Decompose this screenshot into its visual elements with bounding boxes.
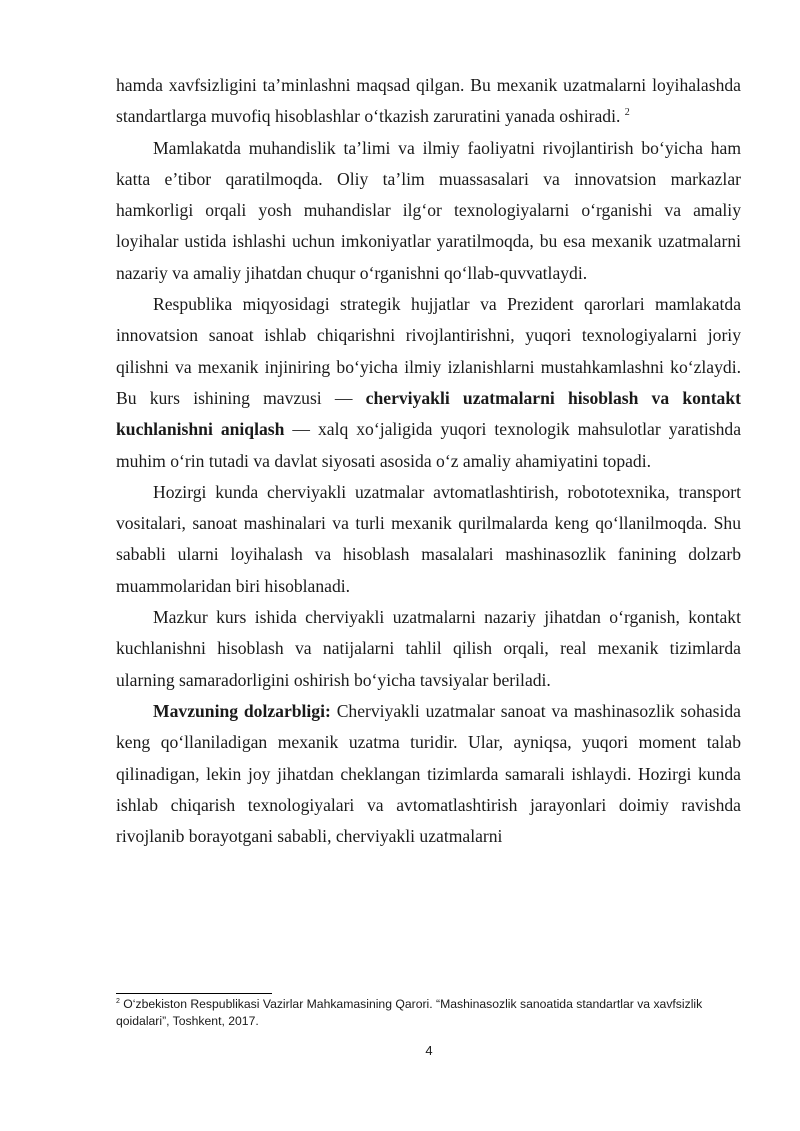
- footnote: [116, 996, 741, 1030]
- footnote-text: O‘zbekiston Respublikasi Vazirlar Mahkamasining Qarori. “Mashinasozlik sanoatida standartlar va xavfsizlik qoidalari”, Toshkent, 2017.: [116, 997, 703, 1028]
- relevance-text: Cherviyakli uzatmalar sanoat va mashinasozlik sohasida keng qo‘llaniladigan mexanik uzatma turidir. Ular, ayniqsa, yuqori moment talab qilinadigan, lekin joy jihatdan cheklangan tizimlarda samarali ishlaydi. Hozirgi kunda ishlab chiqarish texnologiyalari va avtomatlashtirish jarayonlari doimiy ravishda rivojlanib borayotgani sababli, cherviyakli uzatmalarni: [116, 700, 741, 847]
- paragraph-strategy: [116, 289, 741, 477]
- footnote-separator: [116, 993, 272, 994]
- paragraph-text: hamda xavfsizligini ta’minlashni maqsad qilgan. Bu mexanik uzatmalarni loyihalashda standartlarga muvofiq hisoblashlar o‘tkazish zaruratini yanada oshiradi.: [116, 75, 741, 127]
- relevance-heading: Mavzuning dolzarbligi:: [153, 700, 331, 721]
- paragraph-text-after: — xalq xo‘jaligida yuqori texnologik mahsulotlar yaratishda muhim o‘rin tutadi va davlat siyosati asosida o‘z amaliy ahamiyatini topadi.: [116, 419, 741, 471]
- footnote-reference: 2: [624, 107, 630, 119]
- paragraph-course-goals: Mazkur kurs ishida cherviyakli uzatmalarni nazariy jihatdan o‘rganish, kontakt kuchlanishni hisoblash va natijalarni tahlil qilish orqali, real mexanik tizimlarda ularning samaradorligini oshirish bo‘yicha tavsiyalar beriladi.: [116, 607, 741, 690]
- page-body: [116, 70, 741, 852]
- page-number: 4: [425, 1043, 433, 1058]
- paragraph-text-before: Respublika miqyosidagi strategik hujjatlar va Prezident qarorlari mamlakatda innovatsion sanoat ishlab chiqarishni rivojlantirishni, yuqori texnologiyalarni joriy qilishni va mexanik injiniring bo‘yicha ilmiy izlanishlarni mustahkamlashni ko‘zlaydi. Bu kurs ishining mavzusi —: [116, 294, 741, 408]
- paragraph-relevance: [116, 696, 741, 852]
- paragraph-continuation: [116, 70, 741, 133]
- paragraph-applications: Hozirgi kunda cherviyakli uzatmalar avtomatlashtirish, robototexnika, transport vositalari, sanoat mashinalari va turli mexanik qurilmalarda keng qo‘llanilmoqda. Shu sababli ularni loyihalash va hisoblash masalalari mashinasozlik fanining dolzarb muammolaridan biri hisoblanadi.: [116, 481, 741, 596]
- paragraph-education: Mamlakatda muhandislik ta’limi va ilmiy faoliyatni rivojlantirish bo‘yicha ham katta e’tibor qaratilmoqda. Oliy ta’lim muassasalari va innovatsion markazlar hamkorligi orqali yosh muhandislar ilg‘or texnologiyalarni o‘rganishi va amaliy loyihalar ustida ishlashi uchun imkoniyatlar yaratilmoqda, bu esa mexanik uzatmalarni nazariy va amaliy jihatdan chuqur o‘rganishni qo‘llab-quvvatlaydi.: [116, 137, 741, 283]
- course-topic-bold: cherviyakli uzatmalarni hisoblash va kontakt kuchlanishni aniqlash: [116, 387, 741, 440]
- footnote-number: 2: [116, 997, 120, 1005]
